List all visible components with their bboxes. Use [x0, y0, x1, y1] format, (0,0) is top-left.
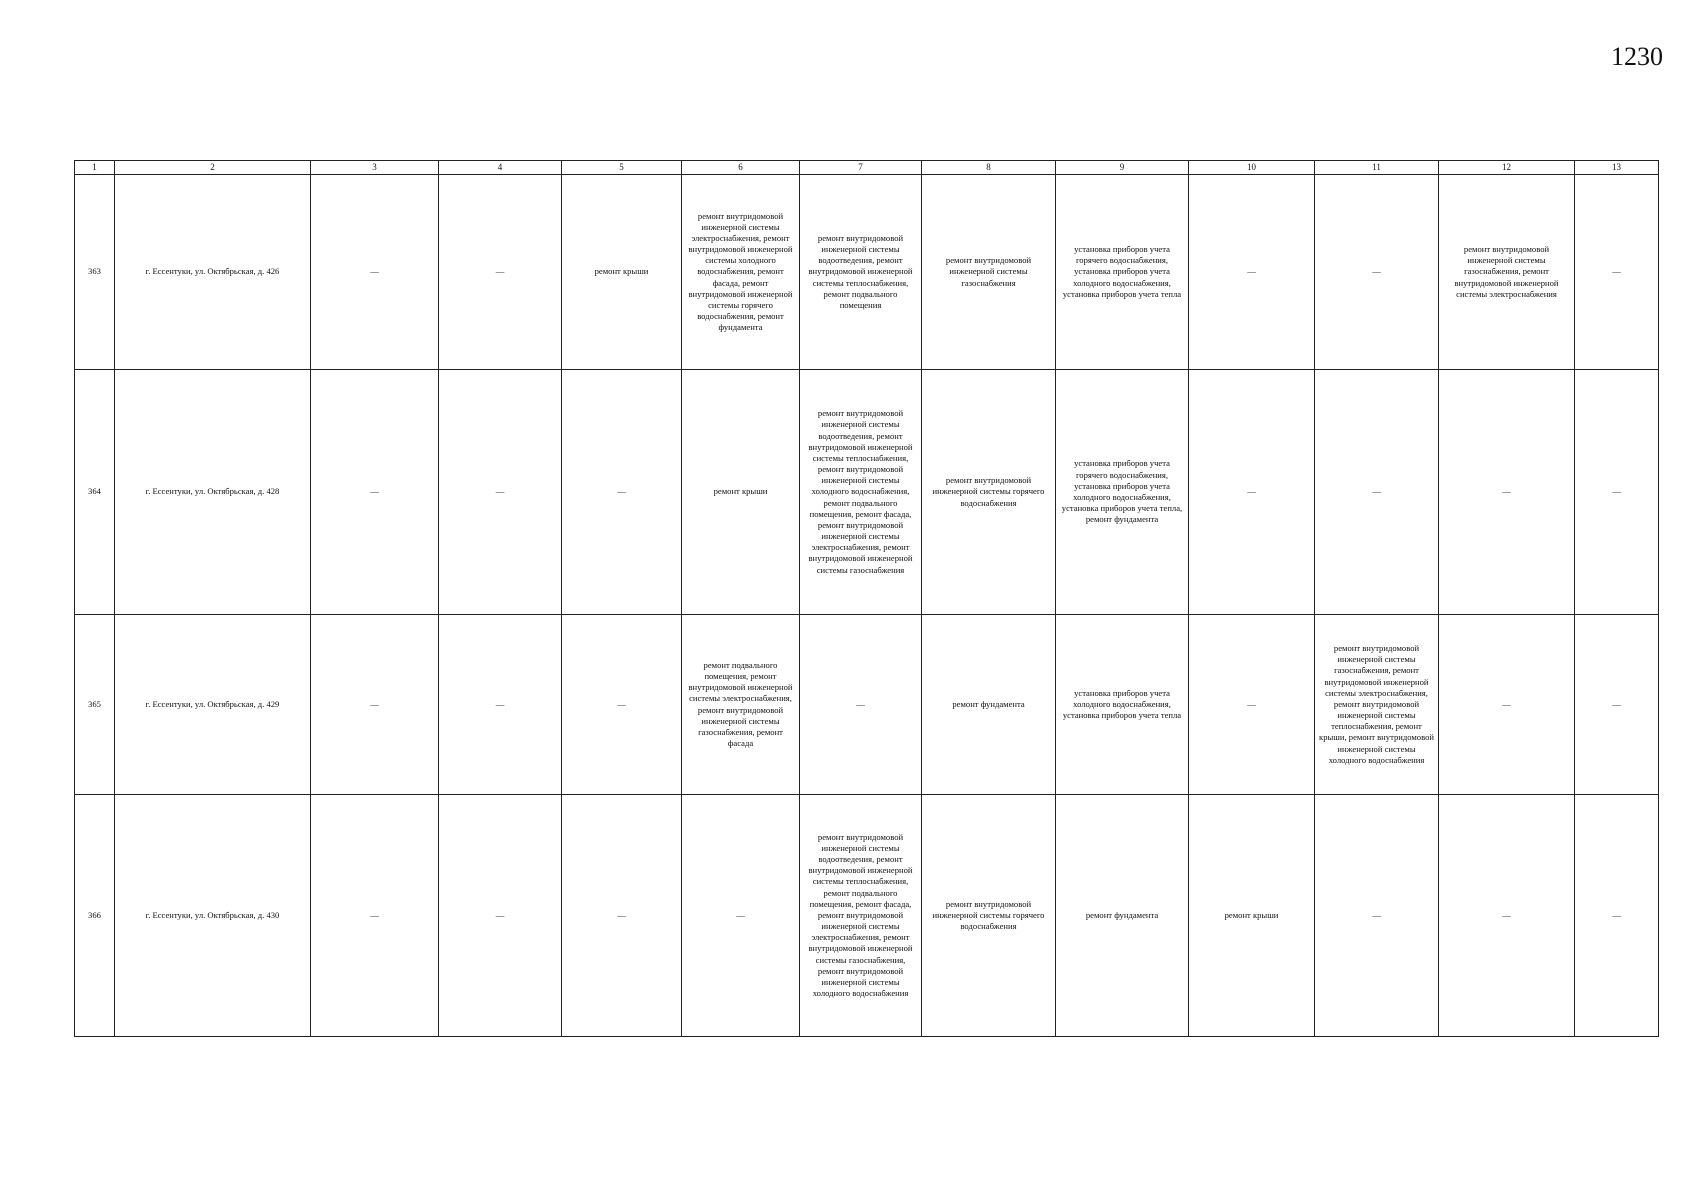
page-number: 1230 [1611, 42, 1663, 71]
repair-schedule-table [74, 160, 1659, 1037]
address-cell: г. Ессентуки, ул. Октябрьская, д. 428 [115, 370, 311, 615]
row-number: 366 [75, 795, 115, 1037]
table-cell: ремонт фундамента [922, 615, 1056, 795]
table-cell: — [439, 795, 562, 1037]
column-number: 9 [1056, 161, 1189, 175]
table-cell: — [1575, 370, 1659, 615]
table-cell: — [311, 615, 439, 795]
table-cell: — [562, 370, 682, 615]
address-cell: г. Ессентуки, ул. Октябрьская, д. 430 [115, 795, 311, 1037]
table-cell: — [1189, 370, 1315, 615]
address-cell: г. Ессентуки, ул. Октябрьская, д. 429 [115, 615, 311, 795]
table-row [75, 795, 1659, 1037]
column-number: 6 [682, 161, 800, 175]
table-cell: ремонт крыши [1189, 795, 1315, 1037]
table-cell: — [1189, 175, 1315, 370]
table-cell: ремонт внутридомовой инженерной системы водоотведения, ремонт внутридомовой инженерной системы теплоснабжения, ремонт подвального помещения, ремонт фасада, ремонт внутридомовой инженерной системы электроснабжения, ремонт внутридомовой инженерной системы газоснабжения, ремонт внутридомовой инженерной системы холодного водоснабжения [800, 795, 922, 1037]
table-cell: ремонт крыши [682, 370, 800, 615]
table-row [75, 615, 1659, 795]
table-cell: ремонт внутридомовой инженерной системы водоотведения, ремонт внутридомовой инженерной системы теплоснабжения, ремонт подвального помещения [800, 175, 922, 370]
table-cell: — [311, 795, 439, 1037]
column-number: 7 [800, 161, 922, 175]
table-cell: ремонт внутридомовой инженерной системы электроснабжения, ремонт внутридомовой инженерной системы холодного водоснабжения, ремонт фасада, ремонт внутридомовой инженерной системы горячего водоснабжения, ремонт фундамента [682, 175, 800, 370]
address-cell: г. Ессентуки, ул. Октябрьская, д. 426 [115, 175, 311, 370]
table-cell: ремонт внутридомовой инженерной системы газоснабжения, ремонт внутридомовой инженерной системы электроснабжения, ремонт внутридомовой инженерной системы теплоснабжения, ремонт крыши, ремонт внутридомовой инженерной системы холодного водоснабжения [1315, 615, 1439, 795]
table-cell: — [1439, 370, 1575, 615]
row-number: 365 [75, 615, 115, 795]
table-cell: — [1189, 615, 1315, 795]
table-cell: ремонт подвального помещения, ремонт внутридомовой инженерной системы электроснабжения, ремонт внутридомовой инженерной системы газоснабжения, ремонт фасада [682, 615, 800, 795]
table-cell: — [562, 795, 682, 1037]
column-number: 11 [1315, 161, 1439, 175]
table-cell: — [1439, 795, 1575, 1037]
column-number: 2 [115, 161, 311, 175]
table-cell: — [439, 370, 562, 615]
column-number: 1 [75, 161, 115, 175]
column-number-row [75, 161, 1659, 175]
column-number: 5 [562, 161, 682, 175]
table-cell: — [1315, 795, 1439, 1037]
table-cell: ремонт внутридомовой инженерной системы горячего водоснабжения [922, 370, 1056, 615]
table-cell: — [439, 615, 562, 795]
column-number: 13 [1575, 161, 1659, 175]
table-cell: — [1575, 175, 1659, 370]
table-row [75, 370, 1659, 615]
table-cell: ремонт фундамента [1056, 795, 1189, 1037]
table-cell: — [439, 175, 562, 370]
table-cell: — [1315, 175, 1439, 370]
table-cell: установка приборов учета холодного водоснабжения, установка приборов учета тепла [1056, 615, 1189, 795]
table-cell: установка приборов учета горячего водоснабжения, установка приборов учета холодного водоснабжения, установка приборов учета тепла, ремонт фундамента [1056, 370, 1189, 615]
table-cell: ремонт внутридомовой инженерной системы горячего водоснабжения [922, 795, 1056, 1037]
column-number: 4 [439, 161, 562, 175]
column-number: 12 [1439, 161, 1575, 175]
table-cell: — [1439, 615, 1575, 795]
table-cell: установка приборов учета горячего водоснабжения, установка приборов учета холодного водоснабжения, установка приборов учета тепла [1056, 175, 1189, 370]
table-cell: ремонт внутридомовой инженерной системы газоснабжения, ремонт внутридомовой инженерной системы электроснабжения [1439, 175, 1575, 370]
table-cell: — [562, 615, 682, 795]
table-cell: — [682, 795, 800, 1037]
column-number: 10 [1189, 161, 1315, 175]
row-number: 363 [75, 175, 115, 370]
table-cell: — [1575, 615, 1659, 795]
table-cell: — [1315, 370, 1439, 615]
table-cell: — [1575, 795, 1659, 1037]
table-cell: ремонт внутридомовой инженерной системы водоотведения, ремонт внутридомовой инженерной системы теплоснабжения, ремонт внутридомовой инженерной системы холодного водоснабжения, ремонт подвального помещения, ремонт фасада, ремонт внутридомовой инженерной системы электроснабжения, ремонт внутридомовой инженерной системы газоснабжения [800, 370, 922, 615]
column-number: 8 [922, 161, 1056, 175]
table-cell: — [311, 370, 439, 615]
table-cell: ремонт крыши [562, 175, 682, 370]
table-row [75, 175, 1659, 370]
table-cell: ремонт внутридомовой инженерной системы газоснабжения [922, 175, 1056, 370]
row-number: 364 [75, 370, 115, 615]
table-cell: — [800, 615, 922, 795]
table-cell: — [311, 175, 439, 370]
column-number: 3 [311, 161, 439, 175]
